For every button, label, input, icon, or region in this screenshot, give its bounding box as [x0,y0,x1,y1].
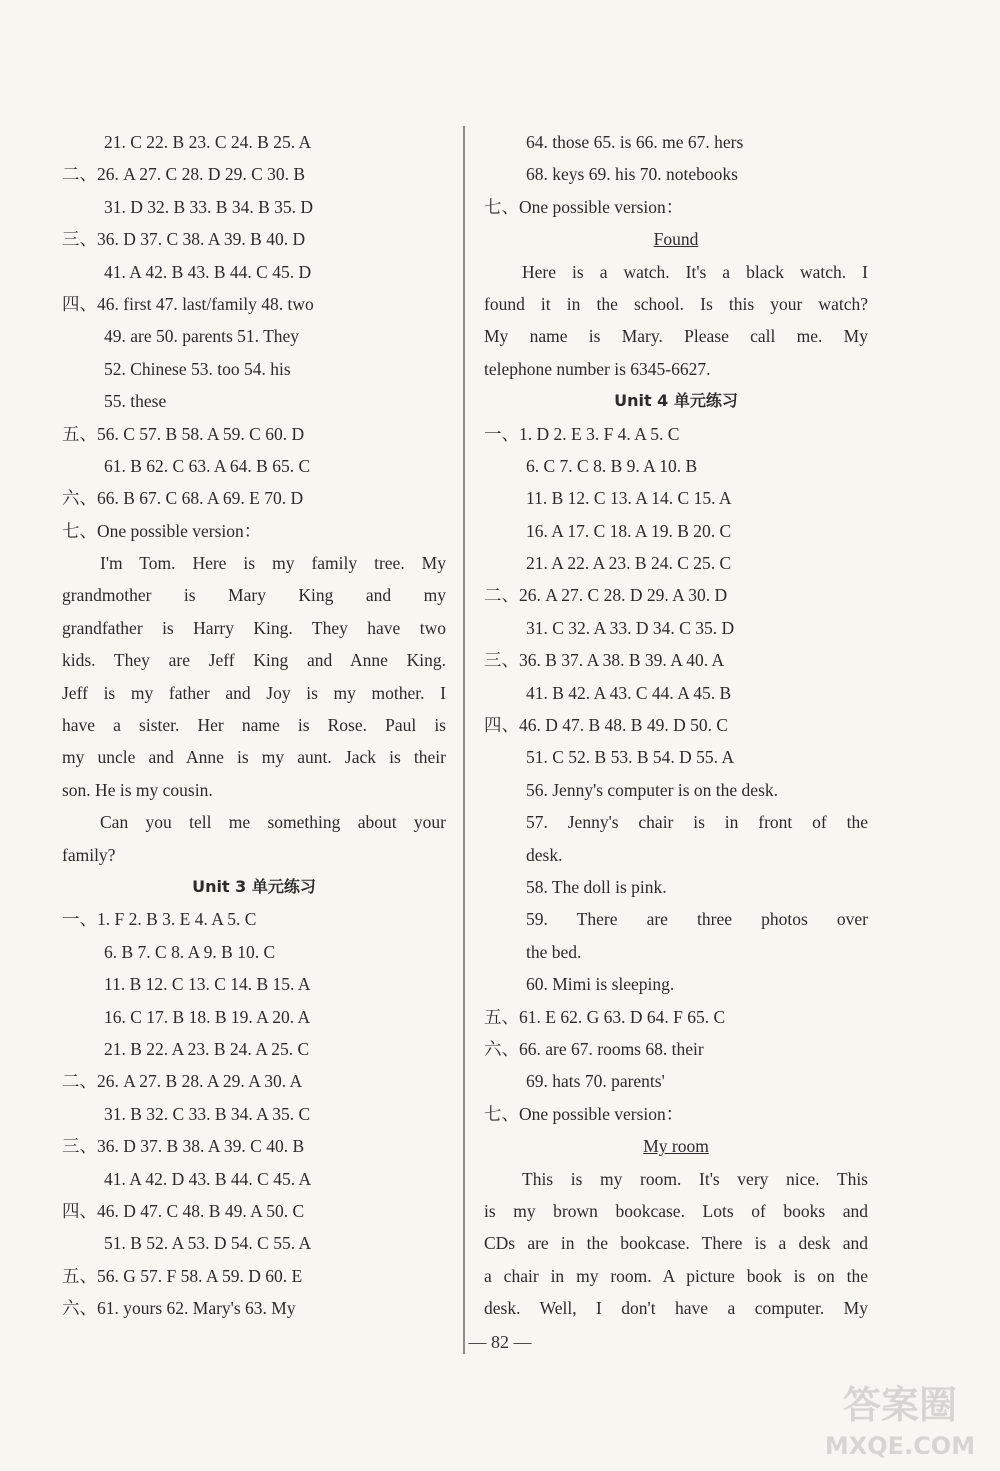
line-text: 57. Jenny's chair is in front of the [526,812,868,833]
line-text: desk. Well, I don't have a computer. My [484,1298,868,1319]
answer-line [62,256,446,288]
line-text: found it in the school. Is this your watch? [484,293,868,314]
line-text: 三、36. D 37. C 38. A 39. B 40. D [62,229,306,250]
answer-line [62,1292,446,1324]
watermark-logo [820,1370,980,1465]
essay-line [62,741,446,773]
line-text: 六、66. are 67. rooms 68. their [484,1038,704,1059]
line-text: CDs are in the bookcase. There is a desk and [484,1233,868,1254]
line-text: 一、1. F 2. B 3. E 4. A 5. C [62,909,257,930]
answer-line [62,1065,446,1097]
essay-line [62,547,446,579]
essay-title [484,223,868,255]
line-text: 31. B 32. C 33. B 34. A 35. C [104,1103,311,1124]
line-text: 41. A 42. D 43. B 44. C 45. A [104,1168,312,1189]
answer-line [484,515,868,547]
line-text: 41. A 42. B 43. B 44. C 45. D [104,261,312,282]
line-text: 58. The doll is pink. [526,876,667,897]
line-text: 二、26. A 27. C 28. D 29. C 30. B [62,164,306,185]
line-text: Unit 4 单元练习 [614,391,738,411]
answer-line [62,515,446,547]
answer-line [62,450,446,482]
line-text: 二、26. A 27. B 28. A 29. A 30. A [62,1071,303,1092]
answer-line [62,1130,446,1162]
answer-line [62,903,446,935]
line-text: 二、26. A 27. C 28. D 29. A 30. D [484,585,728,606]
line-text: 21. B 22. A 23. B 24. A 25. C [104,1038,310,1059]
essay-line [484,320,868,352]
answer-line [62,191,446,223]
essay-line [62,839,446,871]
line-text: Unit 3 单元练习 [192,876,316,896]
line-text: 三、36. B 37. A 38. B 39. A 40. A [484,650,725,671]
right-column [484,126,868,1324]
answer-line [484,1065,868,1097]
line-text: This is my room. It's very nice. This [522,1168,868,1189]
line-text: 11. B 12. C 13. C 14. B 15. A [104,974,311,995]
essay-line [484,1292,868,1324]
answer-line [484,418,868,450]
line-text: 31. C 32. A 33. D 34. C 35. D [526,617,735,638]
essay-line [484,1227,868,1259]
line-text: desk. [526,844,563,865]
line-text: kids. They are Jeff King and Anne King. [62,650,446,671]
line-text: 55. these [104,391,167,412]
answer-line [62,288,446,320]
answer-line [484,191,868,223]
line-text: 三、36. D 37. B 38. A 39. C 40. B [62,1136,305,1157]
line-text: telephone number is 6345-6627. [484,358,711,379]
line-text: 七、One possible version： [484,1103,684,1124]
page-number: — 82 — [468,1332,532,1352]
answer-line [62,418,446,450]
answer-line [62,320,446,352]
line-text: grandfather is Harry King. They have two [62,617,446,638]
line-text: 七、One possible version： [62,520,262,541]
essay-line [484,288,868,320]
answer-line [484,806,868,838]
line-text: 六、61. yours 62. Mary's 63. My [62,1298,296,1319]
essay-line [62,612,446,644]
line-text: 49. are 50. parents 51. They [104,326,300,347]
line-text: is my brown bookcase. Lots of books and [484,1200,868,1221]
unit-heading [484,385,868,417]
line-text: 21. C 22. B 23. C 24. B 25. A [104,132,312,152]
answer-line [484,774,868,806]
essay-title [484,1130,868,1162]
column-divider [463,126,465,1354]
line-text: 61. B 62. C 63. A 64. B 65. C [104,455,311,476]
answer-line [484,644,868,676]
answer-line [484,968,868,1000]
essay-line [484,1195,868,1227]
line-text: grandmother is Mary King and my [62,585,446,606]
line-text: 41. B 42. A 43. C 44. A 45. B [526,682,732,703]
line-text: Jeff is my father and Joy is my mother. I [62,682,446,703]
line-text: 四、46. D 47. B 48. B 49. D 50. C [484,715,729,736]
essay-line [62,579,446,611]
essay-line [62,709,446,741]
line-text: son. He is my cousin. [62,779,213,800]
answer-line [62,353,446,385]
line-text: 31. D 32. B 33. B 34. B 35. D [104,196,314,217]
line-text: 51. B 52. A 53. D 54. C 55. A [104,1233,312,1254]
answer-line [62,1260,446,1292]
line-text: 51. C 52. B 53. B 54. D 55. A [526,747,735,768]
answer-line [62,223,446,255]
answer-line [62,1001,446,1033]
answer-line [484,839,868,871]
line-text: 6. C 7. C 8. B 9. A 10. B [526,455,698,476]
essay-line [62,774,446,806]
answer-line [484,741,868,773]
answer-line [62,968,446,1000]
answer-line [62,482,446,514]
line-text: 64. those 65. is 66. me 67. hers [526,132,744,152]
line-text: 59. There are three photos over [526,909,868,930]
essay-line [484,1260,868,1292]
watermark-text: 答案圈 [842,1383,958,1427]
line-text: 七、One possible version： [484,196,684,217]
essay-line [484,256,868,288]
answer-line [484,612,868,644]
answer-line [62,158,446,190]
line-text: Found [653,229,699,250]
essay-line [484,353,868,385]
answer-line [62,1227,446,1259]
line-text: a chair in my room. A picture book is on the [484,1265,868,1286]
essay-line [484,1163,868,1195]
answer-line [484,709,868,741]
line-text: my uncle and Anne is my aunt. Jack is their [62,747,446,768]
watermark-url: MXQE.COM [824,1432,976,1460]
line-text: 68. keys 69. his 70. notebooks [526,164,738,185]
line-text: 四、46. first 47. last/family 48. two [62,293,314,314]
answer-line [484,126,868,158]
line-text: the bed. [526,941,582,962]
line-text: I'm Tom. Here is my family tree. My [100,553,446,574]
line-text: 六、66. B 67. C 68. A 69. E 70. D [62,488,304,509]
answer-line [62,1163,446,1195]
answer-line [484,450,868,482]
unit-heading [62,871,446,903]
line-text: 一、1. D 2. E 3. F 4. A 5. C [484,423,680,444]
answer-line [62,385,446,417]
line-text: 五、61. E 62. G 63. D 64. F 65. C [484,1006,726,1027]
answer-line [484,936,868,968]
line-text: 60. Mimi is sleeping. [526,974,675,995]
answer-line [484,547,868,579]
line-text: My name is Mary. Please call me. My [484,326,868,347]
answer-line [62,1195,446,1227]
answer-line [484,871,868,903]
line-text: 五、56. C 57. B 58. A 59. C 60. D [62,423,305,444]
essay-line [62,806,446,838]
answer-line [62,1033,446,1065]
answer-line [484,1033,868,1065]
answer-line [484,158,868,190]
line-text: 四、46. D 47. C 48. B 49. A 50. C [62,1200,305,1221]
line-text: 56. Jenny's computer is on the desk. [526,779,779,800]
line-text: 21. A 22. A 23. B 24. C 25. C [526,553,732,574]
answer-line [484,903,868,935]
line-text: family? [62,844,116,865]
answer-line [484,579,868,611]
line-text: My room [643,1136,709,1157]
answer-line [484,1001,868,1033]
left-column [62,126,446,1324]
line-text: 16. C 17. B 18. B 19. A 20. A [104,1006,311,1027]
line-text: 6. B 7. C 8. A 9. B 10. C [104,941,276,962]
line-text: 16. A 17. C 18. A 19. B 20. C [526,520,732,541]
line-text: have a sister. Her name is Rose. Paul is [62,715,446,736]
essay-line [62,644,446,676]
answer-line [484,482,868,514]
answer-line [62,936,446,968]
answer-line [62,1098,446,1130]
answer-line [484,677,868,709]
line-text: 11. B 12. C 13. A 14. C 15. A [526,488,732,509]
line-text: Can you tell me something about your [100,812,446,833]
essay-line [62,677,446,709]
answer-line [484,1098,868,1130]
line-text: Here is a watch. It's a black watch. I [522,261,868,282]
answer-line [62,126,446,158]
line-text: 五、56. G 57. F 58. A 59. D 60. E [62,1265,303,1286]
line-text: 69. hats 70. parents' [526,1071,665,1092]
line-text: 52. Chinese 53. too 54. his [104,358,291,379]
